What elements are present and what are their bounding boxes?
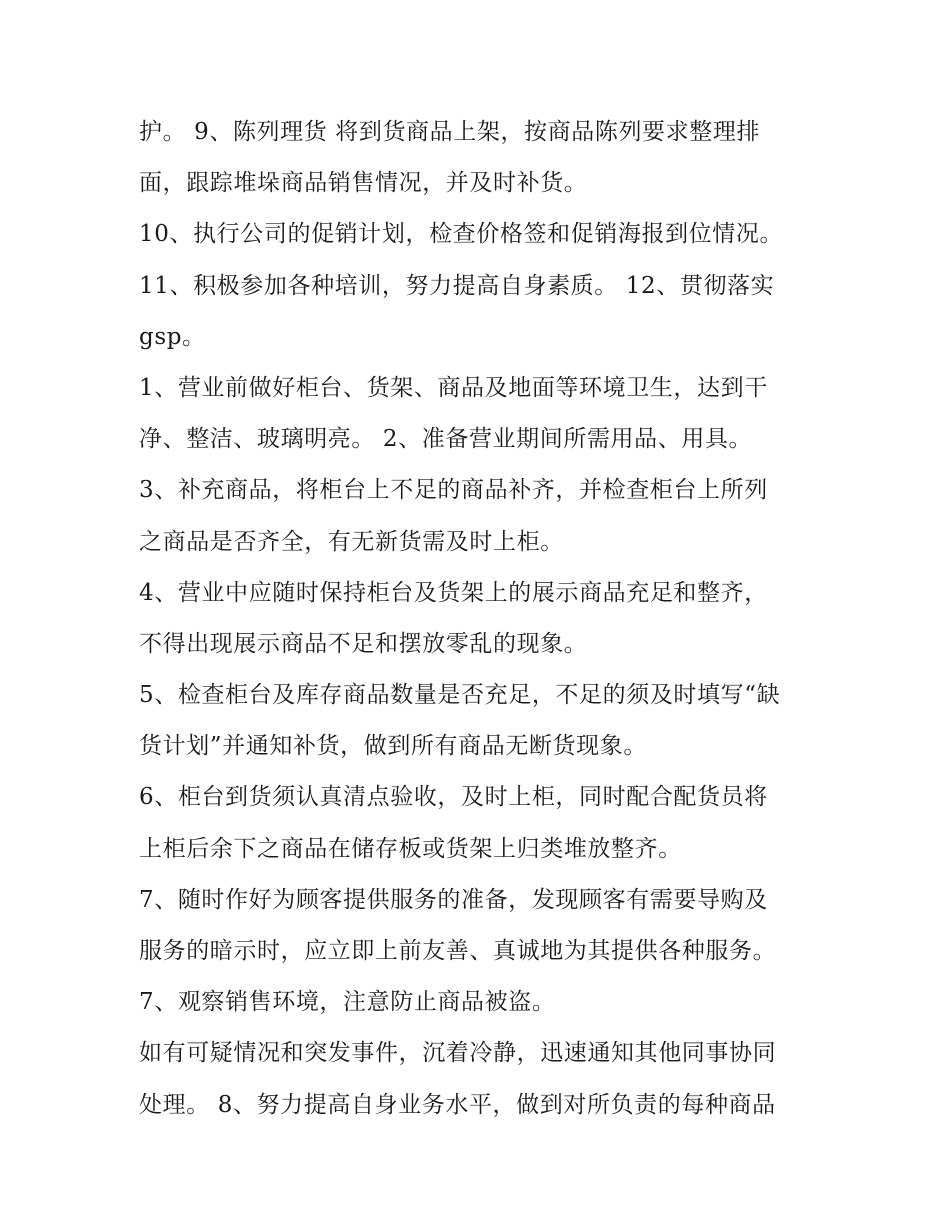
text-line: 之商品是否齐全，有无新货需及时上柜。 xyxy=(139,528,564,555)
text-line: 7、随时作好为顾客提供服务的准备，发现顾客有需要导购及 xyxy=(139,886,768,913)
text-line: 7、观察销售环境，注意防止商品被盗。 xyxy=(139,989,556,1016)
text-line: 5、检查柜台及库存商品数量是否充足，不足的须及时填写“缺 xyxy=(139,682,781,709)
text-line: gsp。 xyxy=(139,323,206,350)
text-line: 货计划”并通知补货，做到所有商品无断货现象。 xyxy=(139,733,647,760)
text-line: 上柜后余下之商品在储存板或货架上归类堆放整齐。 xyxy=(139,835,682,862)
text-line: 1、营业前做好柜台、货架、商品及地面等环境卫生，达到干 xyxy=(139,374,768,401)
text-line: 3、补充商品，将柜台上不足的商品补齐，并检查柜台上所列 xyxy=(139,477,768,504)
text-line: 如有可疑情况和突发事件，沉着冷静，迅速通知其他同事协同 xyxy=(139,1040,777,1067)
text-line: 服务的暗示时，应立即上前友善、真诚地为其提供各种服务。 xyxy=(139,938,777,964)
text-line: 11、积极参加各种培训，努力提高自身素质。 12、贯彻落实 xyxy=(139,272,775,299)
text-line: 护。 9、陈列理货 将到货商品上架，按商品陈列要求整理排 xyxy=(139,119,761,145)
text-line: 10、执行公司的促销计划，检查价格签和促销海报到位情况。 xyxy=(139,221,784,248)
text-line: 净、整洁、玻璃明亮。 2、准备营业期间所需用品、用具。 xyxy=(139,426,753,453)
text-line: 4、营业中应随时保持柜台及货架上的展示商品充足和整齐， xyxy=(139,579,768,606)
text-line: 面，跟踪堆垛商品销售情况，并及时补货。 xyxy=(139,170,588,197)
text-line: 处理。 8、努力提高自身业务水平，做到对所负责的每种商品 xyxy=(139,1091,776,1118)
text-line: 不得出现展示商品不足和摆放零乱的现象。 xyxy=(139,630,588,657)
text-line: 6、柜台到货须认真清点验收，及时上柜，同时配合配货员将 xyxy=(139,784,768,811)
document-body xyxy=(139,107,829,1131)
